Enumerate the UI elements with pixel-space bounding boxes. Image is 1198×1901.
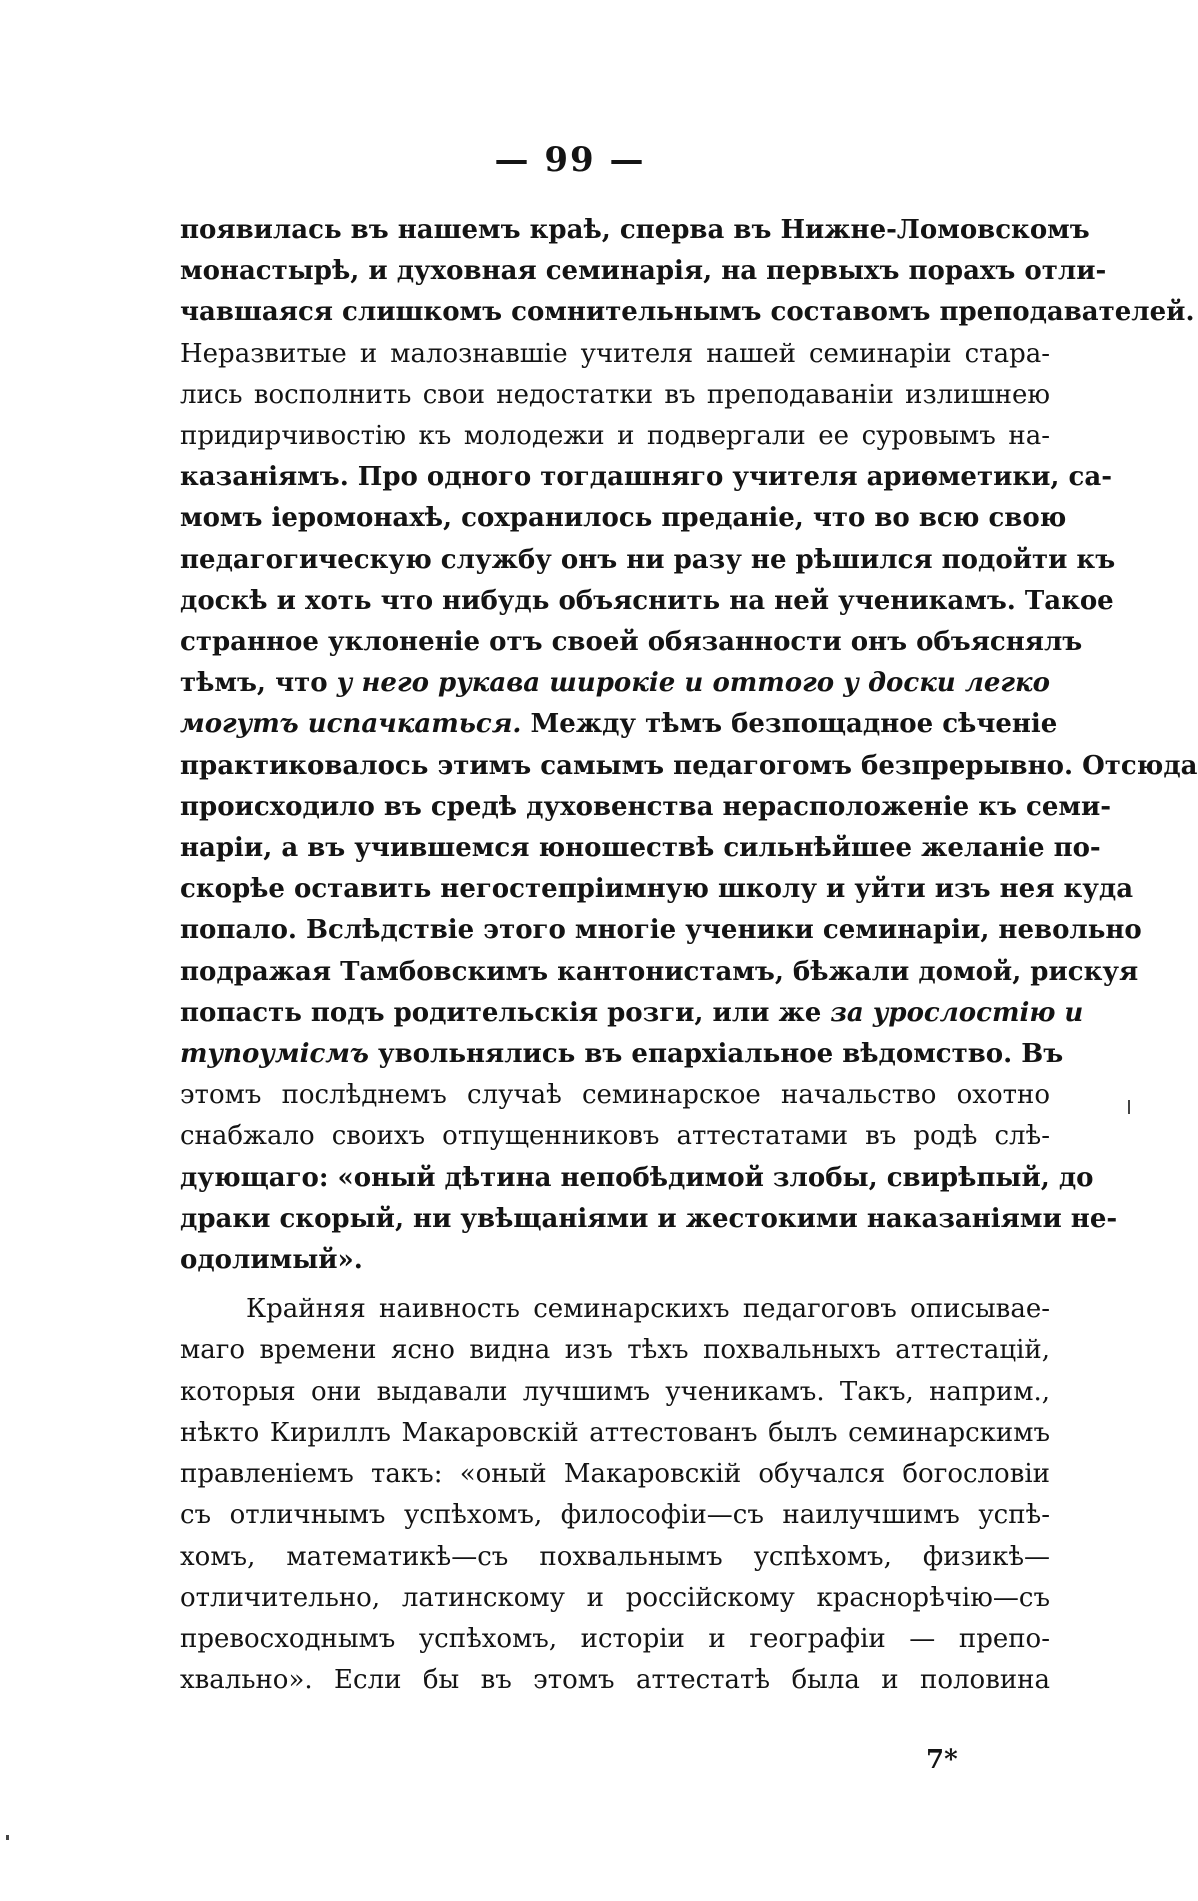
text-line: чавшаяся слишкомъ сомнительнымъ составомъ преподавателей. — [180, 297, 1195, 328]
text-line: практиковалось этимъ самымъ педагогомъ безпрерывно. Отсюда — [180, 750, 1198, 781]
text-line: превосходнымъ успѣхомъ, исторіи и географіи — препо- — [180, 1623, 1050, 1654]
text-segment: попасть подъ родительскія розги, или же — [180, 997, 831, 1028]
text-line: происходило въ средѣ духовенства нерасположеніе къ семи- — [180, 791, 1112, 822]
text-line-mixed — [180, 1034, 1064, 1075]
text-line: дующаго: «оный дѣтина непобѣдимой злобы, свирѣпый, до — [180, 1162, 1094, 1193]
text-line: казаніямъ. Про одного тогдашняго учителя ариѳметики, са- — [180, 462, 1113, 493]
text-line: маго времени ясно видна изъ тѣхъ похвальныхъ аттестацій, — [180, 1335, 1050, 1366]
text-line: драки скорый, ни увѣщаніями и жестокими наказаніями не- — [180, 1203, 1118, 1234]
text-line: странное уклоненіе отъ своей обязанности онъ объяснялъ — [180, 627, 1083, 658]
text-line: которыя они выдавали лучшимъ ученикамъ. Такъ, наприм., — [180, 1376, 1050, 1407]
text-line: попало. Вслѣдствіе этого многіе ученики семинаріи, невольно — [180, 915, 1142, 946]
italic-quote: могутъ испачкаться. — [180, 709, 522, 740]
text-line-mixed — [180, 704, 1058, 745]
text-line: отличительно, латинскому и россійскому краснорѣчію—съ — [180, 1582, 1050, 1613]
text-line: Неразвитые и малознавшіе учителя нашей семинаріи стара- — [180, 338, 1050, 369]
text-line: появилась въ нашемъ краѣ, сперва въ Нижне-Ломовскомъ — [180, 215, 1090, 245]
text-line: доскѣ и хоть что нибудь объяснить на ней ученикамъ. Такое — [180, 585, 1114, 616]
text-line: хомъ, математикѣ—съ похвальнымъ успѣхомъ, физикѣ— — [180, 1541, 1050, 1572]
text-line-mixed — [180, 993, 1084, 1034]
italic-quote: тупоумісмъ — [180, 1039, 369, 1070]
text-line: съ отличнымъ успѣхомъ, философіи—съ наилучшимъ успѣ- — [180, 1500, 1050, 1531]
italic-quote: у него рукава широкіе и оттого у доски легко — [336, 668, 1050, 699]
text-line: одолимый». — [180, 1245, 363, 1276]
italic-quote: за урослостію и — [830, 997, 1084, 1028]
text-line: хвально». Если бы въ этомъ аттестатѣ была и половина — [180, 1665, 1050, 1696]
text-segment: Между тѣмъ безпощадное сѣченіе — [521, 709, 1058, 740]
text-line: педагогическую службу онъ ни разу не рѣшился подойти къ — [180, 544, 1116, 575]
text-line: наріи, а въ учившемся юношествѣ сильнѣйшее желаніе по- — [180, 833, 1101, 864]
signature-mark: 7* — [926, 1745, 958, 1775]
text-line: придирчивостію къ молодежи и подвергали ее суровымъ на- — [180, 421, 1050, 452]
body-text — [180, 210, 1198, 1701]
text-line: лись восполнить свои недостатки въ преподаваніи излишнею — [180, 379, 1050, 410]
text-line: скорѣе оставить негостепріимную школу и уйти изъ нея куда — [180, 874, 1134, 905]
scan-speck — [6, 1835, 9, 1840]
text-line: монастырѣ, и духовная семинарія, на первыхъ порахъ отли- — [180, 256, 1107, 287]
text-segment: увольнялись въ епархіальное вѣдомство. Въ — [368, 1039, 1064, 1070]
text-line: правленіемъ такъ: «оный Макаровскій обучался богословіи — [180, 1459, 1050, 1490]
text-line: снабжало своихъ отпущенниковъ аттестатами въ родѣ слѣ- — [180, 1121, 1050, 1152]
text-line: Крайняя наивность семинарскихъ педагоговъ описывае- — [246, 1294, 1050, 1325]
text-segment: тѣмъ, что — [180, 668, 337, 699]
text-line-mixed — [180, 663, 1050, 704]
page-number: — 99 — — [494, 140, 646, 180]
text-line: подражая Тамбовскимъ кантонистамъ, бѣжали домой, рискуя — [180, 956, 1139, 987]
text-line: нѣкто Кириллъ Макаровскій аттестованъ былъ семинарскимъ — [180, 1417, 1050, 1448]
scan-speck — [1128, 1100, 1130, 1114]
text-line: момъ іеромонахѣ, сохранилось преданіе, что во всю свою — [180, 503, 1067, 534]
text-line: этомъ послѣднемъ случаѣ семинарское начальство охотно — [180, 1080, 1050, 1111]
